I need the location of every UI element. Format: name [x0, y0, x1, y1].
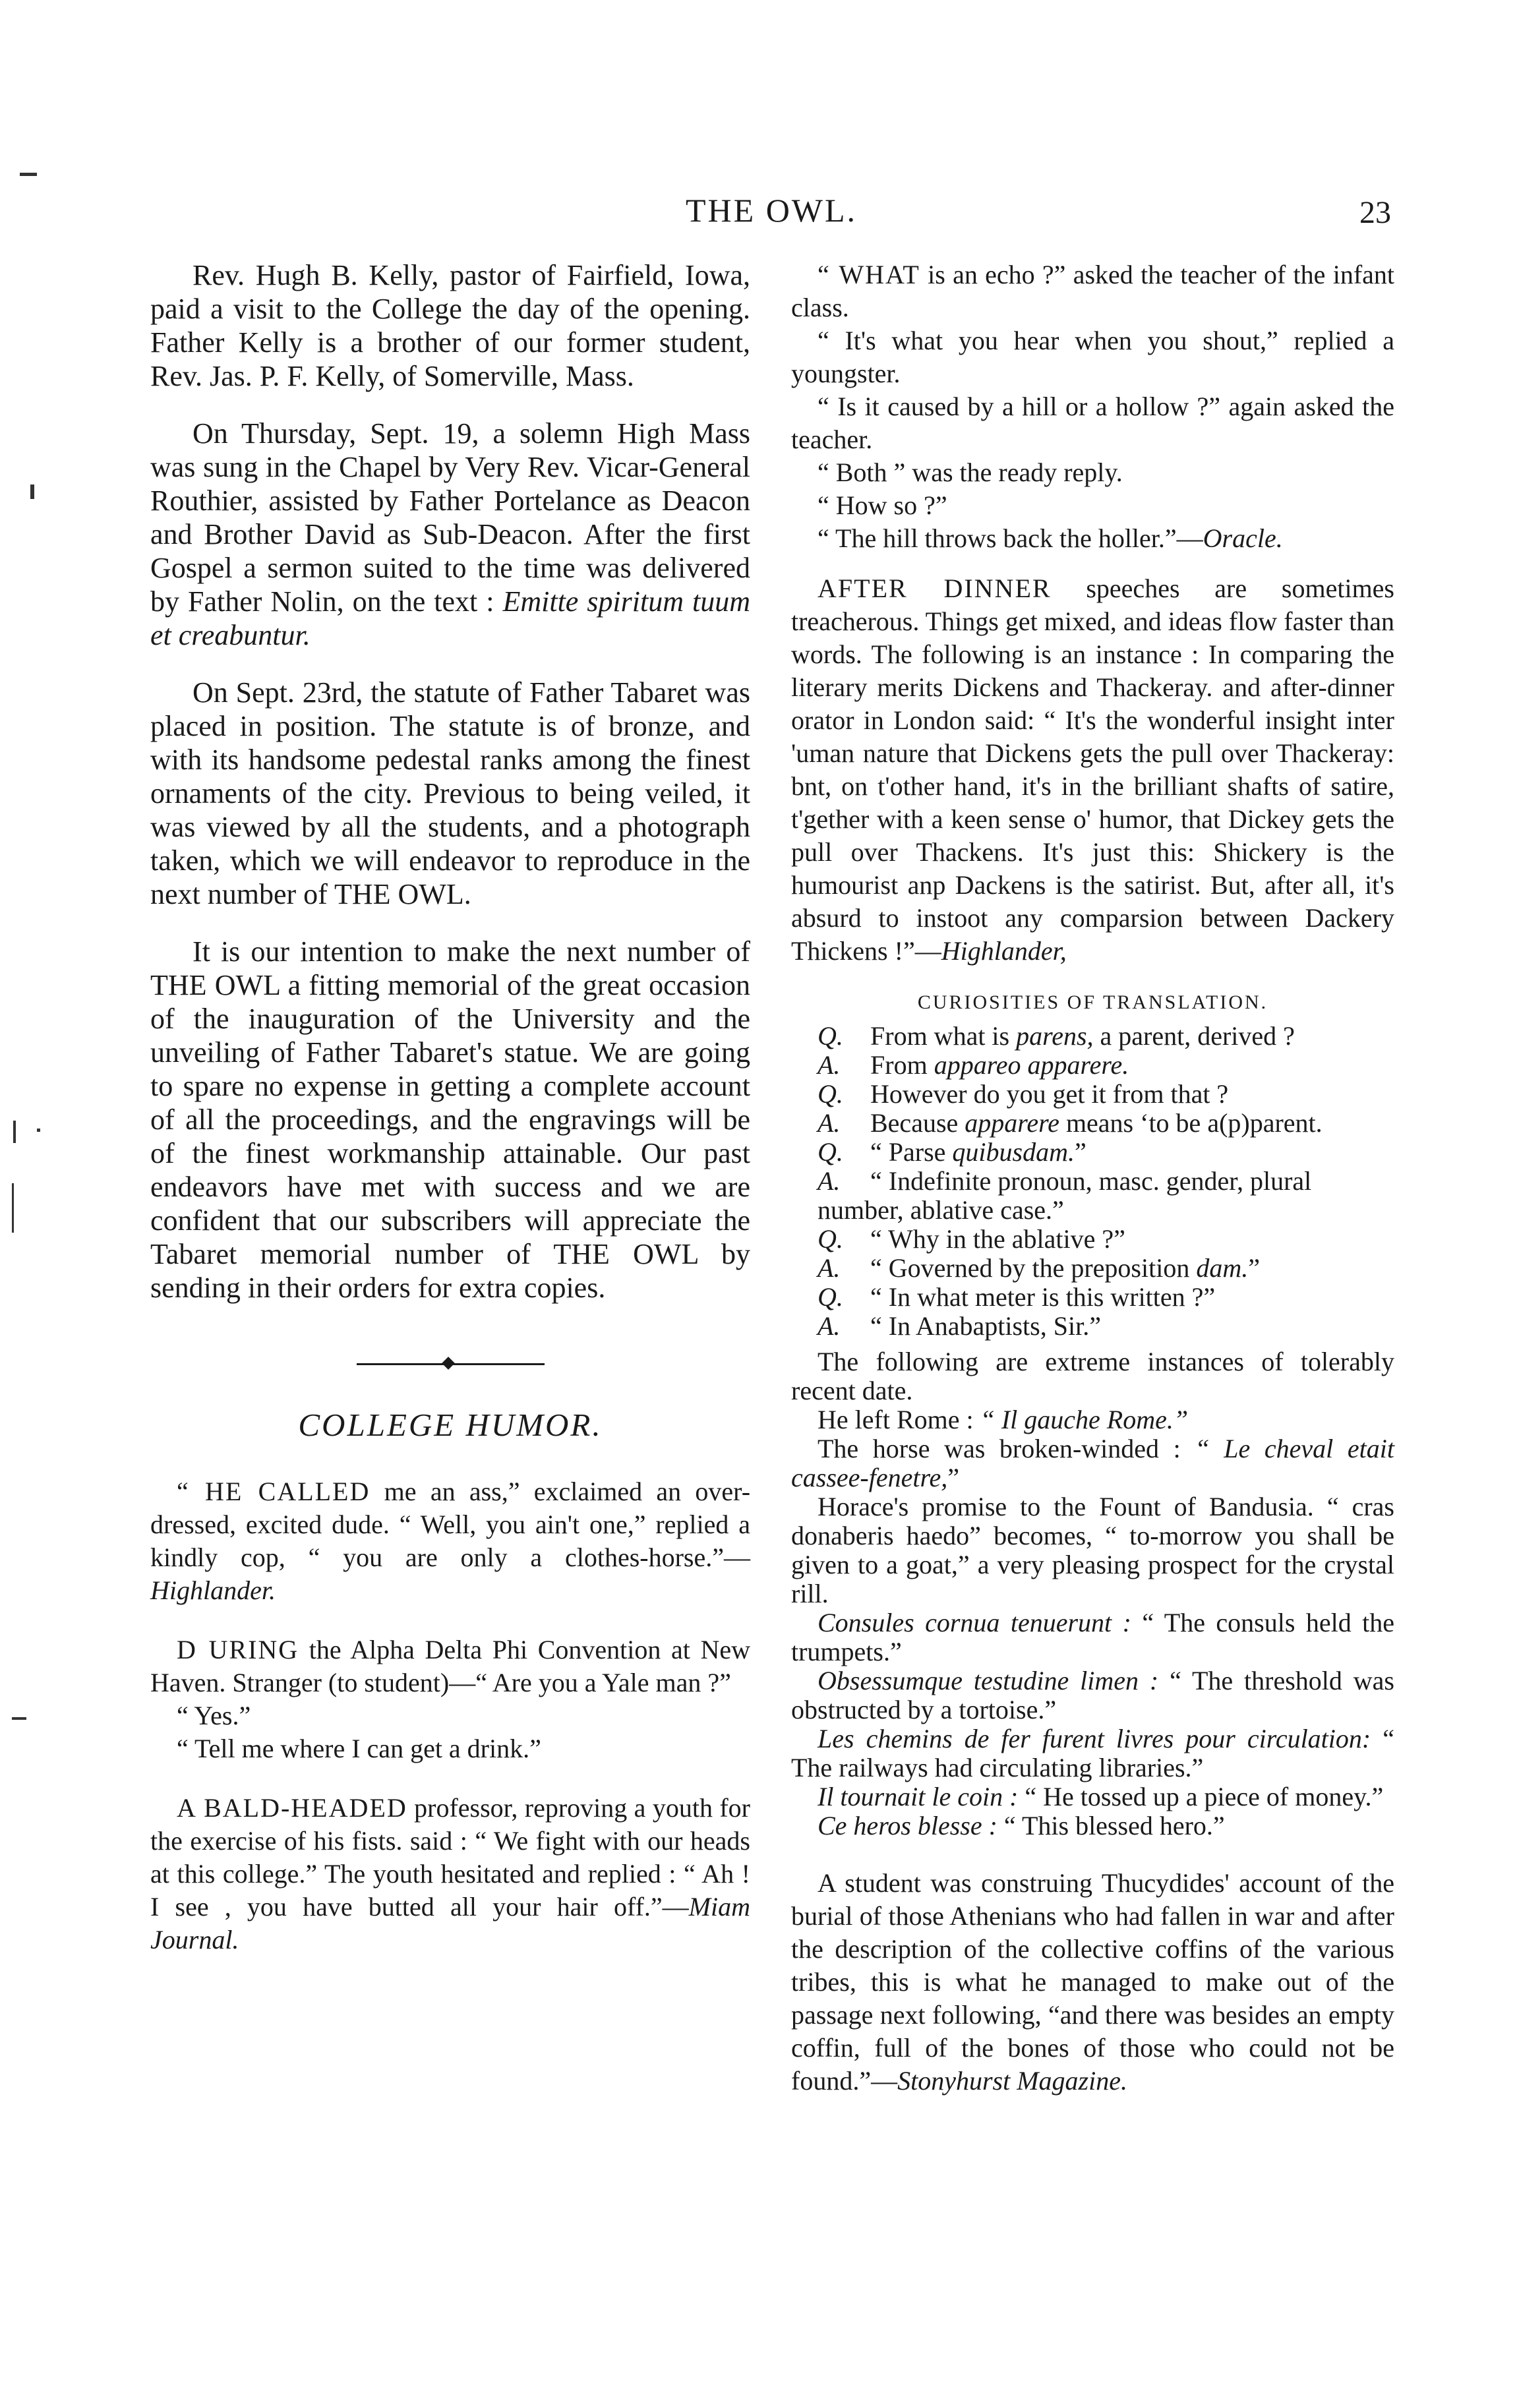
humor-reply-yes: “ Yes.” [177, 1701, 251, 1730]
humor-reply-drink: “ Tell me where I can get a drink.” [177, 1734, 541, 1763]
translation-line [791, 1492, 1394, 1608]
tr-em: “ Le cheval etait cassee-fenetre, [791, 1434, 1395, 1492]
qa-line [791, 1022, 1394, 1051]
qa-text: Because [870, 1108, 965, 1138]
qa-em: parens, [1016, 1021, 1094, 1051]
tr-text: The horse was broken-winded : [818, 1434, 1195, 1463]
thucydides-text: A student was construing Thucydides' account of the burial of those Athenians who had fallen in war and after the description of the collective coffins of the various tribes, this is what he managed to make out of the passage next following, “and there was besides an empty coffin, full of the bones of those who could not be found.”— [791, 1868, 1394, 2096]
humor-text: the Alpha Delta Phi Convention at New Haven. Stranger (to student)—“ Are you a Yale man ?” [150, 1635, 750, 1697]
qa-em: dam. [1196, 1253, 1249, 1283]
qa-line [791, 1225, 1394, 1254]
qa-label: A. [818, 1108, 841, 1138]
humor-text: professor, reproving a youth for the exercise of his fists. said : “ We fight with our heads at this college.” The youth hesitated and replied : “ Ah ! I see , you have butted all your hair off.”— [150, 1793, 751, 1922]
dinner-lead: AFTER DINNER [818, 573, 1052, 603]
humor-text: me an ass,” exclaimed an over-dressed, excited dude. “ Well, you ain't one,” replied a kindly cop, “ you are only a clothes-horse.”— [150, 1477, 751, 1572]
qa-label: A. [818, 1311, 841, 1341]
qa-text: “ Governed by the preposition [870, 1253, 1197, 1283]
statute-paragraph: On Sept. 23rd, the statute of Father Tabaret was placed in position. The statute is of bronze, and with its handsome pedestal ranks among the finest ornaments of the city. Previous to being veiled, it was viewed by all the students, and a photograph taken, which we will endeavor to reproduce in the next number of THE OWL. [150, 676, 750, 910]
translation-line [791, 1724, 1394, 1782]
margin-speck [12, 1183, 14, 1233]
qa-label: A. [818, 1050, 841, 1080]
qa-text: ” [1248, 1253, 1260, 1283]
dinner-text: speeches are sometimes treacherous. Things get mixed, and ideas flow faster than words. The following is an instance : In comparing the literary merits Dickens and Thackeray. and after-dinner orator in London said: “ It's the wonderful insight inter 'uman nature that Dickens gets the pull over Thackeray: bnt, on t'other hand, it's in the brilliant shafts of satire, t'gether with a keen sense o' humor, that Dickey gets the pull over Thackens. It's just this: Shickery is the humourist anp Dackens is the satirist. But, after all, it's absurd to instoot any comparsion between Dackery Thickens !”— [791, 573, 1394, 966]
margin-speck [37, 1129, 40, 1132]
translation-line [791, 1811, 1394, 1840]
qa-text: “ In what meter is this written ?” [870, 1282, 1216, 1312]
dinner-source: Highlander, [941, 936, 1067, 966]
humor-lead: A BALD-HEADED [177, 1793, 407, 1823]
qa-em: apparere [965, 1108, 1059, 1138]
echo-line: “ Is it caused by a hill or a hollow ?” again asked the teacher. [791, 392, 1394, 454]
qa-text: From what is [870, 1021, 1017, 1051]
humor-source: Miam Journal. [150, 1892, 750, 1954]
page-number: 23 [1359, 195, 1391, 230]
echo-text: “ The hill throws back the holler.”— [818, 523, 1203, 553]
qa-em: appareo apparere. [934, 1050, 1129, 1080]
high-mass-paragraph [150, 417, 750, 652]
humor-item-professor [150, 1792, 750, 1956]
tr-em: Consules cornua tenuerunt : [818, 1608, 1131, 1637]
tr-em: Obsessumque testudine limen : [818, 1666, 1159, 1695]
qa-label: Q. [818, 1079, 843, 1109]
echo-line: “ How so ?” [818, 490, 947, 520]
qa-label: Q. [818, 1224, 843, 1254]
humor-lead: D URING [177, 1635, 299, 1664]
qa-label: A. [818, 1166, 841, 1196]
translation-line [791, 1434, 1394, 1492]
section-title: COLLEGE HUMOR. [298, 1407, 603, 1443]
kelly-paragraph: Rev. Hugh B. Kelly, pastor of Fairfield, Iowa, paid a visit to the College the day of the opening. Father Kelly is a brother of our former student, Rev. Jas. P. F. Kelly, of Somerville, Mass. [150, 259, 750, 392]
qa-label: A. [818, 1253, 841, 1283]
echo-source: Oracle. [1203, 523, 1283, 553]
memorial-paragraph: It is our intention to make the next number of THE OWL a fitting memorial of the great occasion of the inauguration of the University and the unveiling of Father Tabaret's statue. We are going to spare no expense in getting a complete account of all the proceedings, and the engravings will be of the finest workmanship attainable. Our past endeavors have met with success and we are confident that our subscribers will appreciate the Tabaret memorial number of THE OWL by sending in their orders for extra copies. [150, 935, 750, 1304]
right-column [791, 258, 1394, 2098]
echo-text: is an echo ?” asked the teacher of the infant class. [791, 260, 1395, 322]
tr-text: Horace's promise to the Fount of Bandusia. “ cras donaberis haedo” becomes, “ to-morrow you shall be given to a goat,” a very pleasing prospect for the crystal rill. [791, 1492, 1394, 1608]
divider-diamond-icon [442, 1357, 455, 1370]
qa-text: “ Why in the ablative ?” [870, 1224, 1125, 1254]
qa-text: From [870, 1050, 934, 1080]
qa-line [791, 1138, 1394, 1167]
qa-text: “ Indefinite pronoun, masc. gender, plural number, ablative case.” [818, 1166, 1312, 1225]
qa-label: Q. [818, 1282, 843, 1312]
translation-line [791, 1608, 1394, 1666]
qa-line [791, 1167, 1394, 1225]
qa-line [791, 1312, 1394, 1341]
tr-text: “ He tossed up a piece of money.” [1018, 1782, 1384, 1811]
humor-item-convention [150, 1633, 750, 1699]
echo-line: “ It's what you hear when you shout,” replied a youngster. [791, 326, 1394, 388]
qa-line [791, 1283, 1394, 1312]
qa-list [791, 1022, 1394, 1341]
high-mass-text: On Thursday, Sept. 19, a solemn High Mass was sung in the Chapel by Very Rev. Vicar-General Routhier, assisted by Father Portelance as Deacon and Brother David as Sub-Deacon. After the first Gospel a sermon suited to the time was delivered by Father Nolin, on the text : [150, 417, 750, 618]
margin-speck [13, 1121, 16, 1143]
thucydides-source: Stonyhurst Magazine. [897, 2066, 1127, 2096]
tr-text: “ This blessed hero.” [997, 1811, 1225, 1840]
qa-line [791, 1254, 1394, 1283]
extreme-instances-text: The following are extreme instances of tolerably recent date. [791, 1347, 1394, 1405]
translation-line [791, 1666, 1394, 1724]
tr-em: “ Il gauche Rome.” [980, 1405, 1189, 1434]
tr-text: ” [947, 1463, 960, 1492]
tr-text: “ The railways had circulating libraries.” [791, 1724, 1394, 1782]
qa-label: Q. [818, 1021, 843, 1051]
qa-line [791, 1109, 1394, 1138]
translation-list [791, 1405, 1394, 1840]
humor-source: Highlander. [150, 1575, 276, 1605]
qa-line [791, 1080, 1394, 1109]
qa-text: “ Parse [870, 1137, 953, 1167]
qa-line [791, 1051, 1394, 1080]
qa-text: However do you get it from that ? [870, 1079, 1229, 1109]
qa-label: Q. [818, 1137, 843, 1167]
margin-speck [30, 485, 34, 499]
tr-em: Il tournait le coin : [818, 1782, 1019, 1811]
latin-text: Emitte spiritum tuum et creabuntur. [150, 585, 750, 651]
qa-text: “ In Anabaptists, Sir.” [870, 1311, 1101, 1341]
tr-em: Ce heros blesse : [818, 1811, 997, 1840]
tr-text: “ The consuls held the trumpets.” [791, 1608, 1394, 1666]
echo-question [791, 258, 1394, 324]
after-dinner-paragraph [791, 572, 1394, 968]
echo-line: “ Both ” was the ready reply. [818, 457, 1123, 487]
tr-text: He left Rome : [818, 1405, 980, 1434]
humor-item-dude [150, 1475, 750, 1607]
translation-line [791, 1405, 1394, 1434]
tr-em: Les chemins de fer furent livres pour circulation: [818, 1724, 1371, 1753]
echo-lead: “ WHAT [818, 260, 920, 289]
page-header-title: THE OWL. [686, 192, 858, 229]
translation-line [791, 1782, 1394, 1811]
section-divider [357, 1357, 545, 1370]
thucydides-paragraph [791, 1867, 1394, 2098]
margin-speck [20, 173, 37, 176]
qa-text: a parent, derived ? [1093, 1021, 1295, 1051]
qa-text: means ‘to be a(p)parent. [1059, 1108, 1323, 1138]
curiosities-title: CURIOSITIES OF TRANSLATION. [917, 991, 1268, 1013]
qa-em: quibusdam. [952, 1137, 1075, 1167]
humor-lead: “ HE CALLED [177, 1477, 371, 1506]
margin-speck [12, 1717, 26, 1720]
echo-line [791, 522, 1394, 555]
left-column [150, 258, 750, 1956]
qa-text: ” [1074, 1137, 1086, 1167]
tr-text: “ The threshold was obstructed by a tortoise.” [791, 1666, 1394, 1724]
